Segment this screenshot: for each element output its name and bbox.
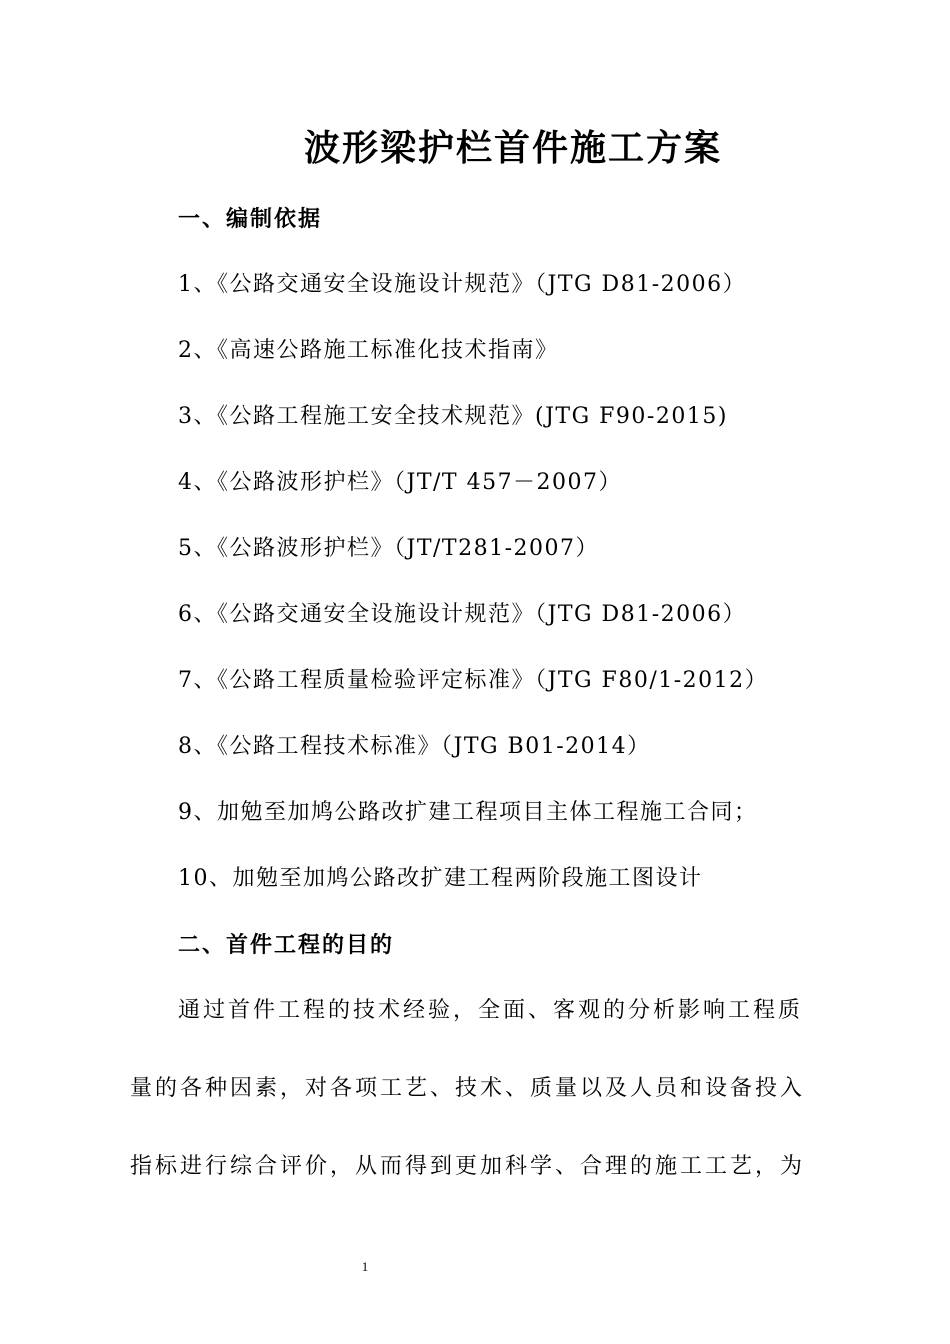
reference-item: 2、《高速公路施工标准化技术指南》 [178,338,559,363]
paragraph-line: 指标进行综合评价，从而得到更加科学、合理的施工工艺，为 [130,1154,806,1179]
reference-item: 1、《公路交通安全设施设计规范》（JTG D81-2006） [178,272,747,297]
reference-item: 5、《公路波形护栏》（JT/T281-2007） [178,536,599,561]
reference-item: 3、《公路工程施工安全技术规范》(JTG F90-2015) [178,404,728,429]
reference-item: 10、加勉至加鸠公路改扩建工程两阶段施工图设计 [178,866,703,891]
reference-item: 9、加勉至加鸠公路改扩建工程项目主体工程施工合同； [178,800,758,825]
page-number: 1 [361,1259,369,1274]
reference-item: 6、《公路交通安全设施设计规范》（JTG D81-2006） [178,602,747,627]
paragraph-line: 量的各种因素，对各项工艺、技术、质量以及人员和设备投入 [130,1076,806,1101]
reference-item: 7、《公路工程质量检验评定标准》（JTG F80/1-2012） [178,668,769,693]
reference-item: 8、《公路工程技术标准》（JTG B01-2014） [178,734,651,759]
paragraph-line: 通过首件工程的技术经验，全面、客观的分析影响工程质 [178,998,804,1023]
document-title: 波形梁护栏首件施工方案 [303,127,722,169]
reference-item: 4、《公路波形护栏》（JT/T 457－2007） [178,470,623,495]
section-heading-purpose: 二、首件工程的目的 [178,932,395,958]
section-heading-basis: 一、编制依据 [178,206,323,232]
